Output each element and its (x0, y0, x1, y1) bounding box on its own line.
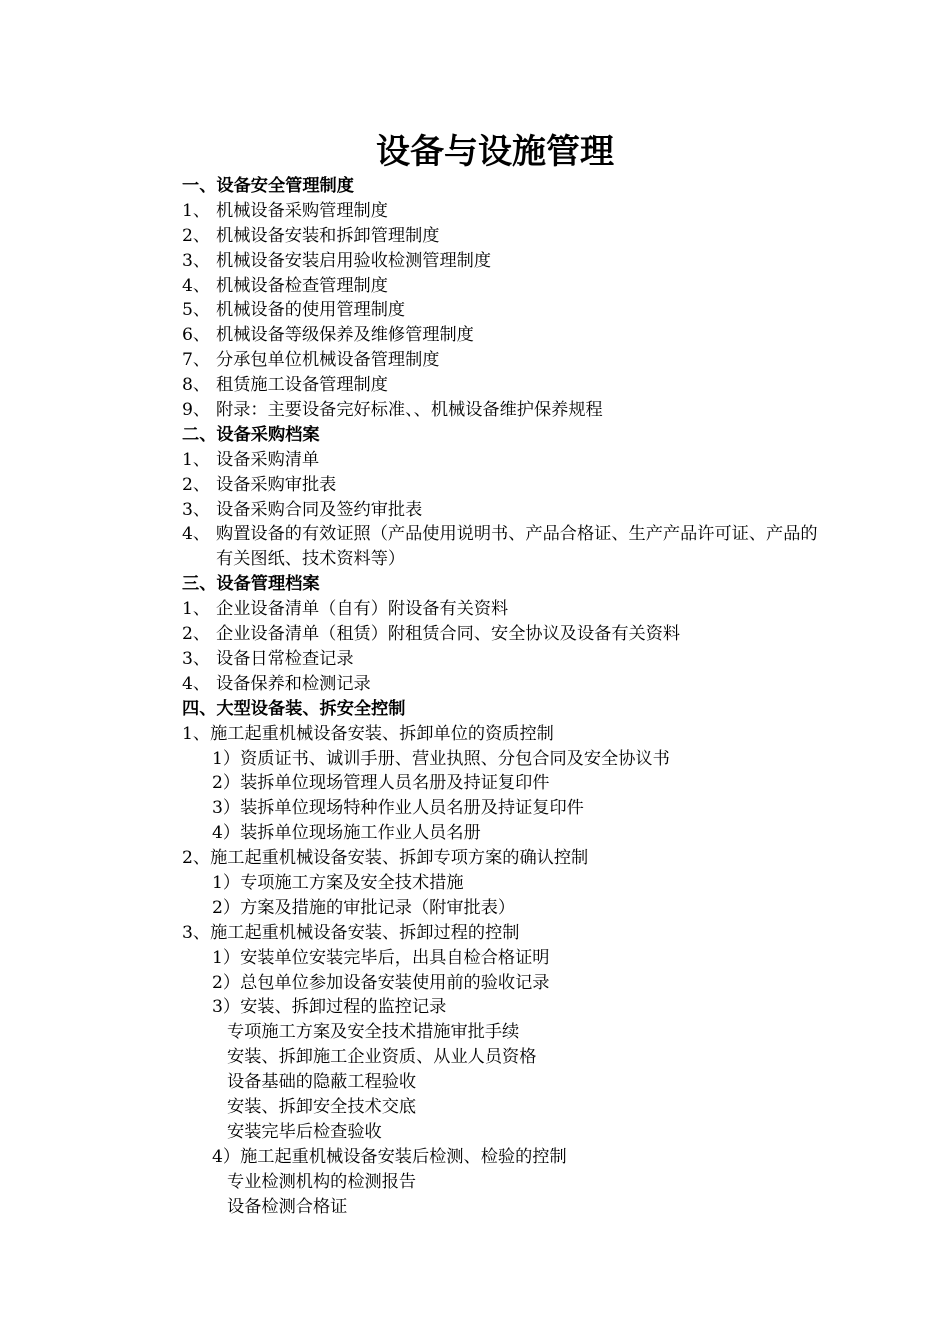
item-number: 6、 (182, 325, 211, 346)
item-text: 分承包单位机械设备管理制度 (216, 350, 440, 371)
item-number: 4、 (182, 524, 211, 545)
list-item (182, 298, 822, 323)
item-number: 2、 (182, 474, 211, 495)
section-heading-3: 三、设备管理档案 (182, 574, 320, 595)
item-number: 3、 (182, 499, 211, 520)
sub-item: 1）专项施工方案及安全技术措施 (212, 872, 464, 893)
item-text: 设备采购合同及签约审批表 (216, 499, 423, 520)
sub-item: 3）安装、拆卸过程的监控记录 (212, 997, 447, 1018)
list-item (182, 522, 822, 572)
item-number: 1、 (182, 449, 211, 470)
page-title: 设备与设施管理 (376, 132, 614, 172)
sub-item: 1）安装单位安装完毕后，出具自检合格证明 (212, 947, 550, 968)
item-number: 4、 (182, 673, 211, 694)
item-text: 机械设备检查管理制度 (216, 275, 388, 296)
item-number: 2、 (182, 624, 211, 645)
item-text: 附录：主要设备完好标准、、机械设备维护保养规程 (216, 400, 603, 421)
item-number: 9、 (182, 400, 211, 421)
list-item (182, 249, 822, 274)
list-item (182, 597, 822, 622)
item-number: 8、 (182, 375, 211, 396)
detail-item: 设备检测合格证 (227, 1196, 348, 1217)
item-number: 3、 (182, 250, 211, 271)
item-number: 1、 (182, 200, 211, 221)
detail-item: 专项施工方案及安全技术措施审批手续 (227, 1022, 520, 1043)
list-item (182, 473, 822, 498)
item-text: 企业设备清单（租赁）附租赁合同、安全协议及设备有关资料 (216, 624, 681, 645)
item-text: 机械设备等级保养及维修管理制度 (216, 325, 474, 346)
sub-item: 1）资质证书、诚训手册、营业执照、分包合同及安全协议书 (212, 748, 670, 769)
item-text: 设备采购审批表 (216, 474, 337, 495)
list-item (182, 199, 822, 224)
list-item (182, 672, 822, 697)
item-text: 机械设备安装和拆卸管理制度 (216, 225, 440, 246)
item-number: 3、 (182, 648, 211, 669)
item-text: 企业设备清单（自有）附设备有关资料 (216, 599, 509, 620)
detail-item: 专业检测机构的检测报告 (227, 1171, 417, 1192)
list-item (182, 647, 822, 672)
detail-item: 安装、拆卸施工企业资质、从业人员资格 (227, 1047, 537, 1068)
section-heading-2: 二、设备采购档案 (182, 424, 320, 445)
item-text: 设备日常检查记录 (216, 648, 354, 669)
item-text: 机械设备安装启用验收检测管理制度 (216, 250, 492, 271)
list-item (182, 323, 822, 348)
item-text: 设备采购清单 (216, 449, 320, 470)
list-item (182, 373, 822, 398)
item-number: 5、 (182, 300, 211, 321)
item-text: 租赁施工设备管理制度 (216, 375, 388, 396)
sub-item: 3）装拆单位现场特种作业人员名册及持证复印件 (212, 798, 584, 819)
sub-item: 2）装拆单位现场管理人员名册及持证复印件 (212, 773, 550, 794)
section-heading-1: 一、设备安全管理制度 (182, 176, 354, 196)
sub-item: 2）方案及措施的审批记录（附审批表） (212, 897, 516, 918)
item-text: 机械设备的使用管理制度 (216, 300, 406, 321)
list-item (182, 398, 822, 423)
item-text: 机械设备采购管理制度 (216, 200, 388, 221)
sub-item: 2）总包单位参加设备安装使用前的验收记录 (212, 972, 550, 993)
item-text: 设备保养和检测记录 (216, 673, 371, 694)
item-text: 购置设备的有效证照（产品使用说明书、产品合格证、生产产品许可证、产品的有关图纸、技术资料等） (216, 524, 818, 570)
detail-item: 设备基础的隐蔽工程验收 (227, 1072, 417, 1093)
group-title: 2、施工起重机械设备安装、拆卸专项方案的确认控制 (182, 848, 589, 869)
sub-item: 4）施工起重机械设备安装后检测、检验的控制 (212, 1146, 567, 1167)
list-item (182, 498, 822, 523)
group-title: 1、施工起重机械设备安装、拆卸单位的资质控制 (182, 723, 554, 744)
document-body (182, 174, 822, 1219)
detail-item: 安装、拆卸安全技术交底 (227, 1096, 417, 1117)
item-number: 2、 (182, 225, 211, 246)
sub-item: 4）装拆单位现场施工作业人员名册 (212, 823, 481, 844)
list-item (182, 448, 822, 473)
item-number: 1、 (182, 599, 211, 620)
item-number: 4、 (182, 275, 211, 296)
list-item (182, 348, 822, 373)
list-item (182, 622, 822, 647)
section-heading-4: 四、大型设备装、拆安全控制 (182, 698, 406, 719)
item-number: 7、 (182, 350, 211, 371)
detail-item: 安装完毕后检查验收 (227, 1121, 382, 1142)
list-item (182, 224, 822, 249)
list-item (182, 274, 822, 299)
group-title: 3、施工起重机械设备安装、拆卸过程的控制 (182, 922, 520, 943)
